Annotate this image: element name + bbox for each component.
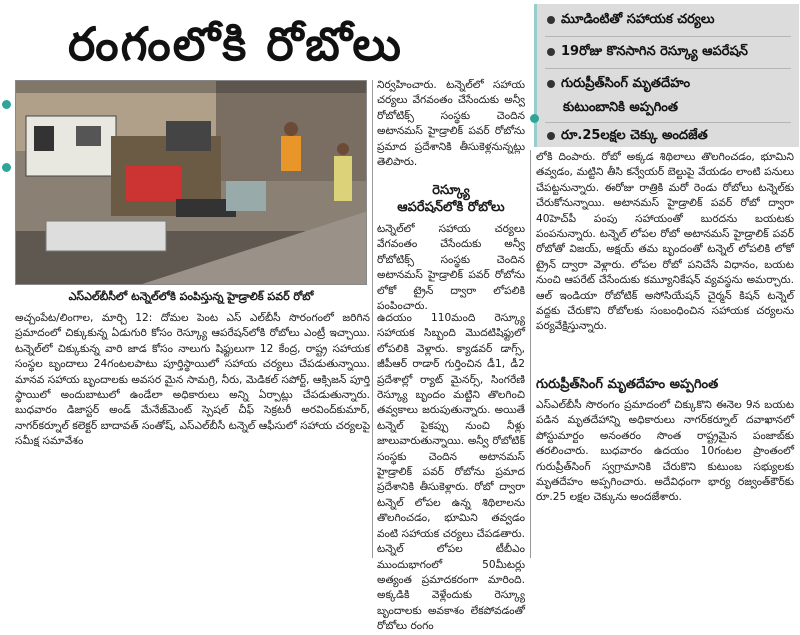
section-heading <box>536 376 794 393</box>
column-2-bottom <box>377 311 525 633</box>
section-heading-line: గురుప్రీత్‌సింగ్ మృతదేహం అప్పగింత <box>536 377 719 392</box>
column-3-top <box>536 150 794 372</box>
column-1 <box>15 311 370 556</box>
highlight-item <box>547 12 715 30</box>
page-headline: రంగంలోకి రోబోలు <box>68 17 403 71</box>
divider <box>545 36 791 37</box>
highlights-box <box>534 4 799 147</box>
section-heading-line: రెస్క్యూ <box>432 183 470 198</box>
highlight-text: మూడింటితో సహాయక చర్యలు <box>561 12 715 27</box>
divider <box>545 68 791 69</box>
tunnel-robot-illustration <box>16 81 367 285</box>
highlight-item-cont <box>563 100 678 118</box>
column-2-top <box>377 78 525 170</box>
article-text: నిర్వహించారు. టన్నెల్‌లో సహాయ చర్యలు వేగవంతం చేసేందుకు అన్వీ రోబోటిక్స్ సంస్థకు చెందిన అటానమస్ హైడ్రాలిక్ పవర్ రోబోను ప్రమాద ప్రదేశానికి తీసుకెళ్లనున్నట్లు తెలిపారు. <box>377 79 525 169</box>
highlight-item <box>547 44 748 62</box>
article-text: అచ్చంపేట/లింగాల, మార్చి 12: దోమల పెంట ఎస్ ఎల్‌బీసీ సొరంగంలో జరిగిన ప్రమాదంలో చిక్కుకున్న ఏడుగురి కోసం రెస్క్యూ ఆపరేషన్‌లోకి రోబోలు ఎంట్రీ ఇచ్చాయి. టన్నెల్‌లో చిక్కుకున్న వారి జాడ కోసం నాలుగు షిఫ్టులుగా 12 కేంద్ర, రాష్ట్ర సహాయక సంస్థల బృందాలు 24గంటలపాటు పూర్తిస్థాయిలో సహాయ చర్యలు చేపడుతున్నాయి. మానవ సహాయ బృందాలకు అవసర మైన సామగ్రి, నీరు, మెడికల్ సపోర్ట్, ఆక్సిజన్ పూర్తి స్థాయిలో అందుబాటులో ఉండేలా అధికారులు అన్ని ఏర్పాట్లు చేపడుతున్నారు. బుధవారం డిజాస్టర్ అండ్ మేనేజ్‌మెంట్ స్పెషల్ చీఫ్ సెక్రటరీ అరవింద్‌కుమార్, నాగర్‌కర్నూల్ కలెక్టర్ బాదావత్ సంతోష్, ఎస్ఎల్‌బీసీ టన్నెల్ ఆఫీసులో సహాయ చర్యలపై సమీక్ష సమావేశం <box>15 312 370 448</box>
divider <box>545 122 791 123</box>
highlight-text: 19రోజు కొనసాగిన రెస్క్యూ ఆపరేషన్ <box>561 44 748 59</box>
highlight-item <box>547 76 690 94</box>
highlight-text: గురుప్రీత్‌సింగ్ మృతదేహం <box>561 76 691 91</box>
highlight-item <box>547 128 708 146</box>
column-3-bottom <box>536 398 794 556</box>
section-heading <box>377 182 525 216</box>
section-heading-line: ఆపరేషన్‌లోకి రోబోలు <box>397 200 505 215</box>
article-text: ఉదయం 110మంది రెస్క్యూ సహాయక సిబ్బంది మొదటిషిఫ్టులో లోపలికి వెళ్లారు. క్యాడవర్ డాగ్స్, జీపీఆర్ రాడార్ గుర్తించిన డీ1, డీ2 ప్రదేశాల్లో ర్యాట్ మైనర్స్, సింగరేణి రెస్క్యూ బృందం మట్టిని తొలగించి తవ్వకాలు జరుపుతున్నారు. అయితే టన్నెల్ పైకప్పు నుంచి నీళ్లు జాలువారుతున్నాయి. అన్వీ రోబోటిక్ సంస్థకు చెందిన అటానమస్ హైడ్రాలిక్ పవర్ రోబోను ప్రమాద ప్రదేశానికి తీసుకెళ్లారు. రోబో ద్వారా టన్నెల్ లోపల ఉన్న శిథిలాలను తొలగించడం, భూమిని తవ్వడం వంటి సహాయక చర్యలు చేపడతారు. టన్నెల్ లోపల టీబీఎం ముందుభాగంలో 50మీటర్లు అత్యంత ప్రమాదకరంగా మారింది. అక్కడికి వెళ్లేందుకు రెస్క్యూ బృందాలకు అవకాశం లేకపోవడంతో రోబోలు రంగం <box>377 312 525 633</box>
photo-caption: ఎస్ఎల్‌బీసీలో టన్నెల్‌లోకి పంపిస్తున్న హైడ్రాలిక్ పవర్ రోబో <box>68 290 314 303</box>
article-text: లోకి దింపారు. రోబో అక్కడ శిథిలాలు తొలగించడం, భూమిని తవ్వడం, మట్టిని తీసి కన్వేయర్ బెల్టుపై వేయడం లాంటి పనులు చేపట్టనున్నారు. ఈరోజు రాత్రికి మరో రెండు రోబోలు టన్నెల్‌కు చేరుకోనున్నాయి. అటానమస్ హైడ్రాలిక్ పవర్ రోబో ద్వారా 40హెచ్‌పీ పంపు సహాయంతో బురదను బయటకు పంపనున్నారు. టన్నెల్ లోపల రోబో అటానమస్ హైడ్రాలిక్ పవర్ రోబోతో విజయ్, అక్షయ్ తమ బృందంతో టన్నెల్ లోపలికి లోకో ట్రైన్ ద్వారా వెళ్లారు. లోపల రోబో పనిచేసే విధానం, బయట నుంచి ఆపరేట్ చేసేందుకు కమ్యూనికేషన్ వ్యవస్థను అమర్చారు. ఆల్ ఇండియా రోబోటిక్ అసోసియేషన్ చైర్మన్ కిషన్ టన్నెల్ వద్దకు చేరుకొని రోబోలకు సంబంధించిన సహాయక చర్యలను పర్యవేక్షిస్తున్నారు. <box>536 151 794 333</box>
bullet-icon <box>547 48 555 56</box>
bullet-icon <box>547 16 555 24</box>
column-2-mid <box>377 222 525 313</box>
article-text: టన్నెల్‌లో సహాయ చర్యలు వేగవంతం చేసేందుకు అన్వీ రోబోటిక్స్ సంస్థకు చెందిన అటానమస్ హైడ్రాలిక్ పవర్ రోబోను లోకో ట్రైన్ ద్వారా లోపలికి పంపించారు. <box>377 223 525 313</box>
highlight-text: రూ.25లక్షల చెక్కు అందజేత <box>561 128 708 143</box>
column-rule <box>372 80 373 558</box>
article-text: ఎస్ఎల్‌బీసీ సొరంగం ప్రమాదంలో చిక్కుకొని ఈనెల 9న బయట పడిన మృతదేహాన్ని అధికారులు నాగర్‌కర్నూల్ దవాఖానలో పోస్టుమార్టం అనంతరం సొంత రాష్ట్రమైన పంజాబ్‌కు తరలించారు. బుధవారం ఉదయం 10గంటల ప్రాంతంలో గురుప్రీత్‌సింగ్ స్వగ్రామానికి చేరుకొని కుటుంబ సభ్యులకు మృతదేహం అప్పగించారు. అదేవిధంగా భార్య రజ్వంత్‌కౌర్‌కు రూ.25 లక్షల చెక్కును అందజేశారు. <box>536 399 794 504</box>
news-photo <box>15 80 367 285</box>
bullet-icon <box>547 132 555 140</box>
highlight-text: కుటుంబానికి అప్పగింత <box>563 100 679 115</box>
marker-dot <box>2 100 11 109</box>
marker-dot <box>530 114 539 123</box>
column-rule <box>530 150 531 558</box>
marker-dot <box>2 163 11 172</box>
bullet-icon <box>547 80 555 88</box>
